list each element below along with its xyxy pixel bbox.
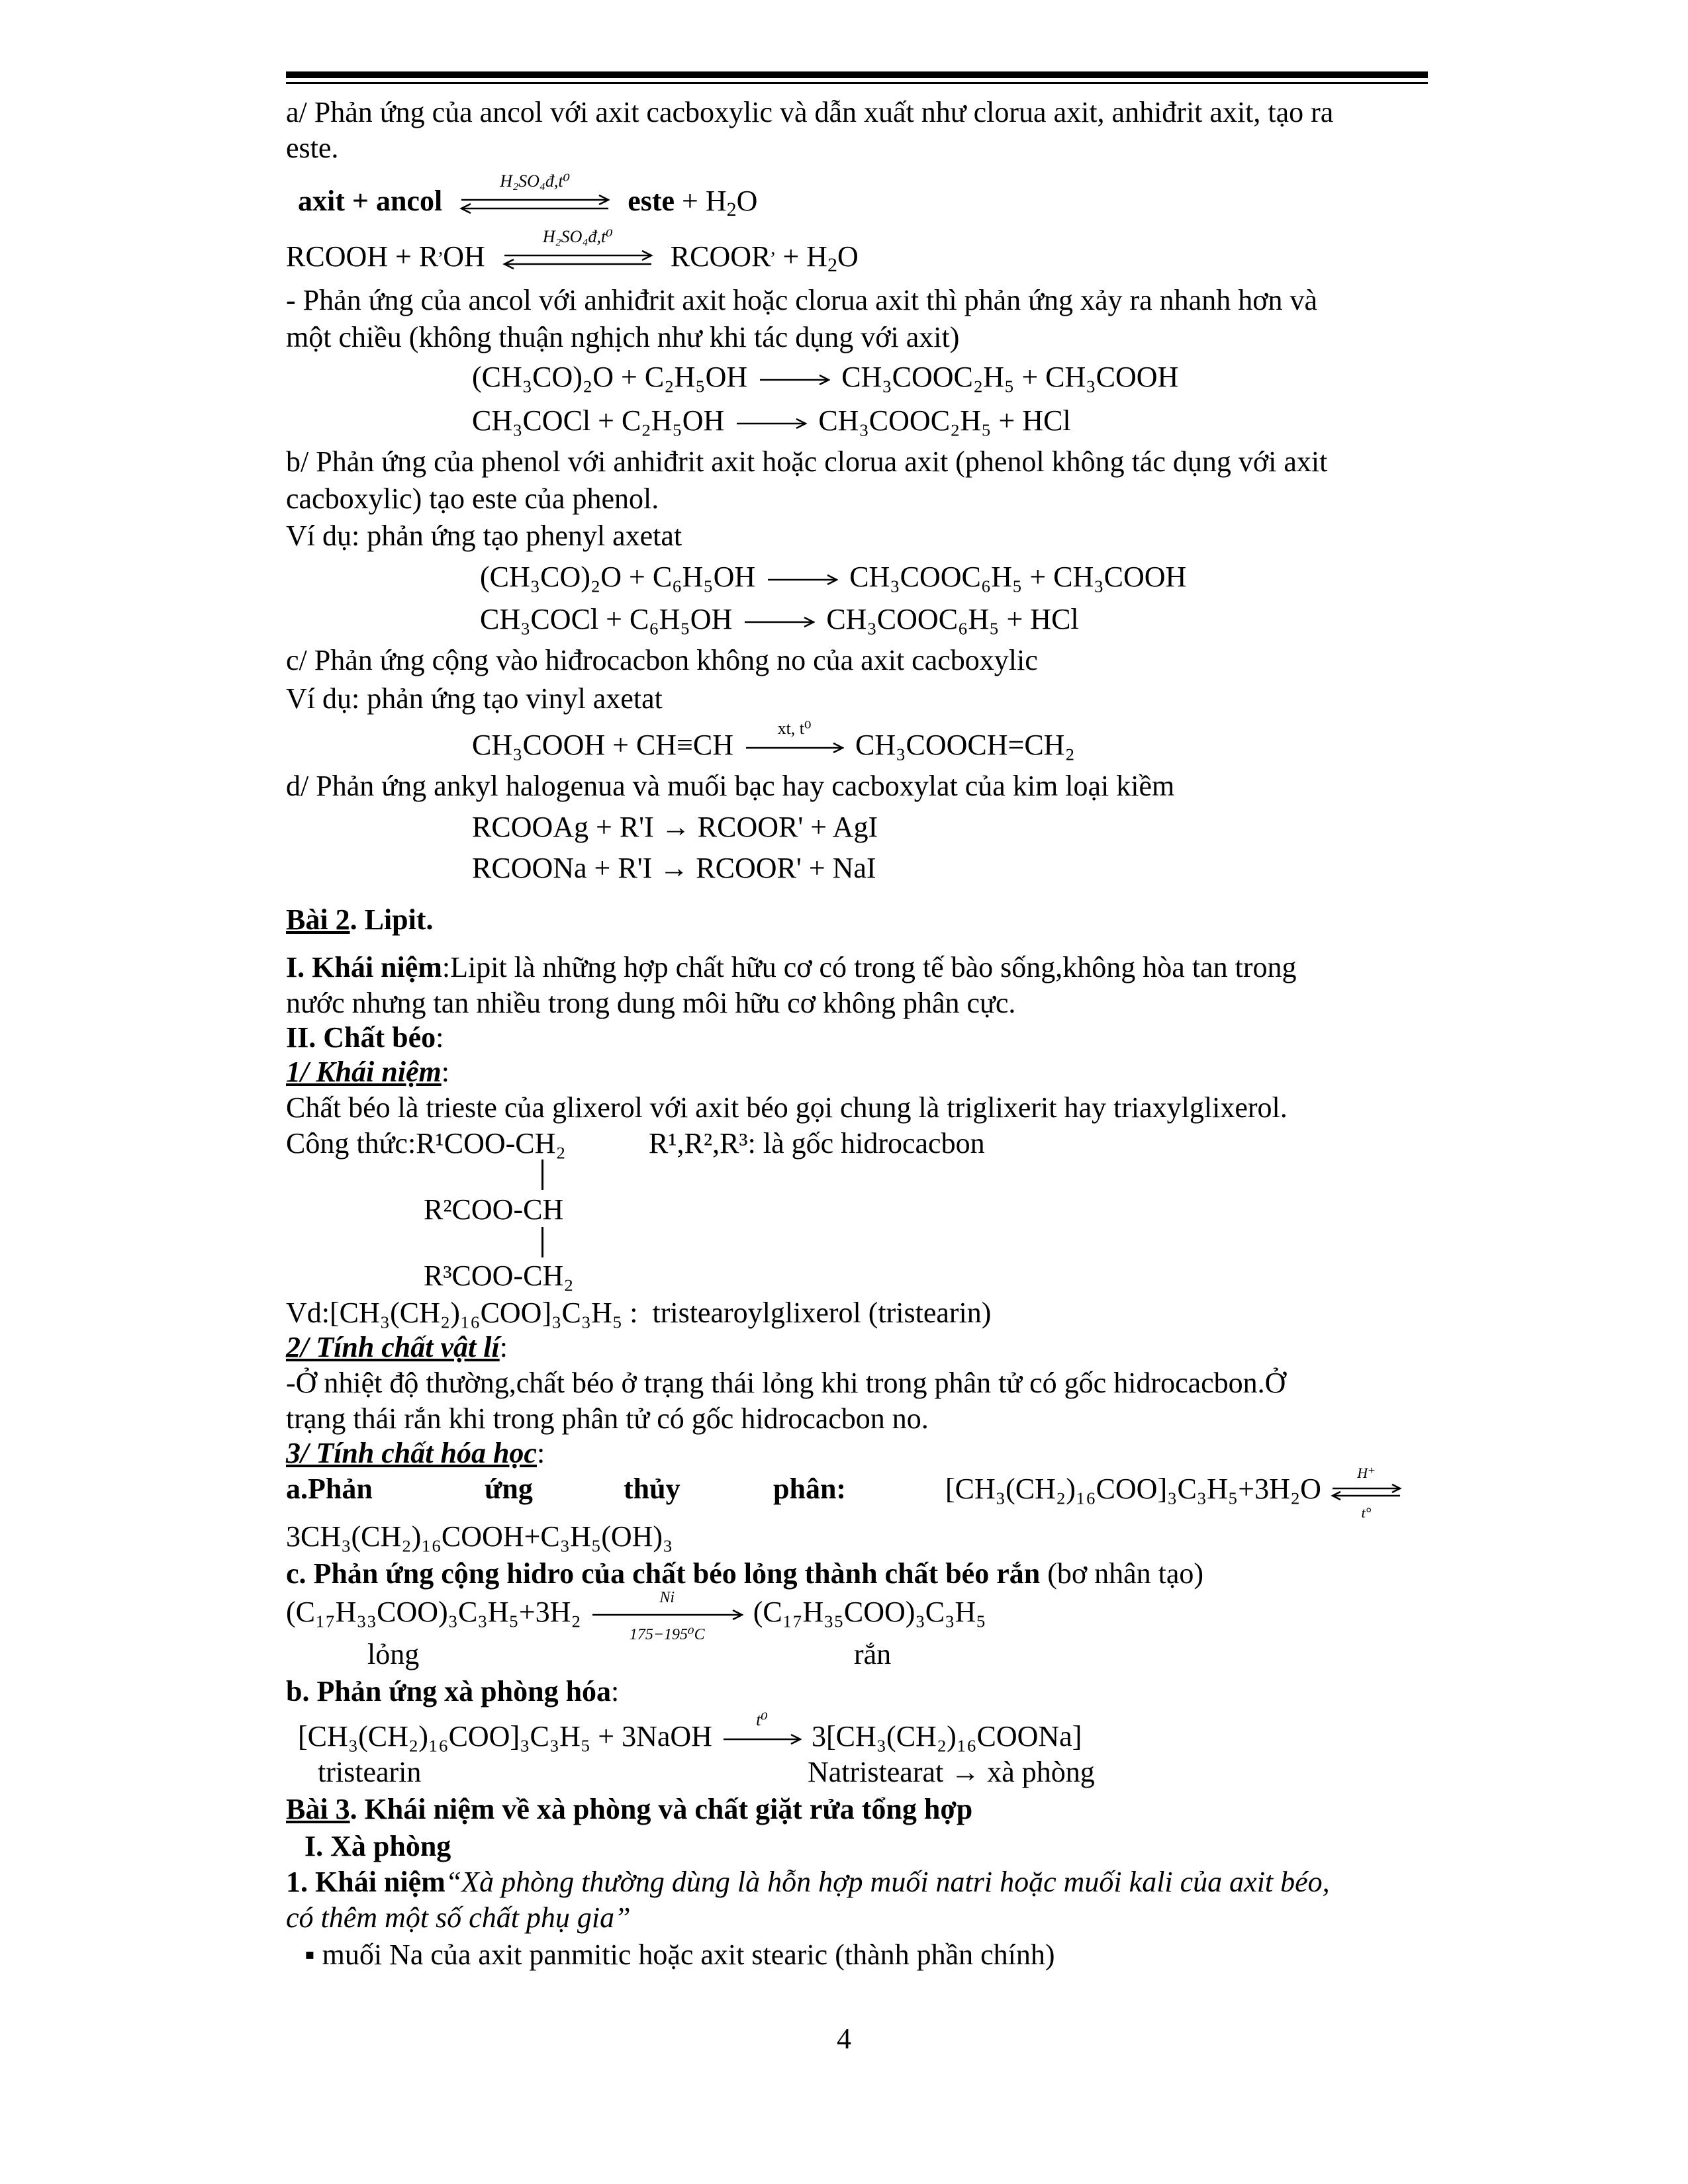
page-number: 4 <box>837 2023 851 2055</box>
formula-note: R¹,R²,R³: là gốc hidrocacbon <box>649 1127 985 1160</box>
eq-product: 3[CH₃(CH₂)₁₆COONa] <box>811 1720 1082 1752</box>
reversible-arrow <box>502 226 654 269</box>
compound-name: tristearin <box>318 1756 422 1788</box>
eq-product: CH₃COOC₆H₅ + HCl <box>826 603 1079 635</box>
eq-product: + H <box>682 185 727 217</box>
reaction-condition: Ni <box>659 1588 675 1606</box>
text-line: - Phản ứng của ancol với anhiđrit axit hoặc clorua axit thì phản ứng xảy ra nhanh hơn và <box>286 284 1318 316</box>
bullet-item: ▪ muối Na của axit panmitic hoặc axit stearic (thành phần chính) <box>305 1938 1055 1971</box>
eq-reactants: CH₃COOH + CH≡CH <box>472 729 734 761</box>
equation-chloride-ethanol <box>472 406 1071 435</box>
text-line: trạng thái rắn khi trong phân tử có gốc hidrocacbon no. <box>286 1402 929 1435</box>
text-line: một chiều (không thuận nghịch như khi tác dụng với axit) <box>286 321 960 353</box>
hydrolysis-equation <box>945 1464 1403 1521</box>
equation-silver-salt: RCOOAg + R'I → RCOOR' + AgI <box>472 811 878 843</box>
eq-reactants: [CH₃(CH₂)₁₆COO]₃C₃H₅+3H₂O <box>945 1473 1321 1505</box>
section-name: . Lipit. <box>350 903 434 936</box>
reaction-condition: xt, t⁰ <box>777 718 812 738</box>
example-line <box>286 1298 991 1328</box>
forward-arrow <box>735 417 807 430</box>
saponification-equation <box>298 1709 1082 1752</box>
text-line: c/ Phản ứng cộng vào hiđrocacbon không no của axit cacboxylic <box>286 644 1038 676</box>
section-title-lipit <box>286 905 434 934</box>
subsection-name: II. Chất béo <box>286 1021 436 1054</box>
concept-text: “Xà phòng thường dùng là hỗn hợp muối natri hoặc muối kali của axit béo, <box>445 1866 1330 1898</box>
header-rule <box>286 71 1428 78</box>
equation-anhydride-phenol <box>480 563 1186 592</box>
forward-arrow <box>722 1709 802 1746</box>
subsection-title: I. Xà phòng <box>305 1830 451 1862</box>
subsection-heading: 2/ Tính chất vật lí: <box>286 1331 508 1363</box>
eq-product: RCOOR <box>670 240 771 273</box>
subsection-title <box>286 1023 444 1052</box>
text-line: Chất béo là trieste của glixerol với axit béo gọi chung là triglixerit hay triaxylglixerol. <box>286 1091 1288 1124</box>
section-title-soap <box>286 1795 972 1824</box>
section-number: Bài 2 <box>286 903 350 936</box>
equation-ester-rcooh: RCOOH + R,OH H₂SO₄đ,t⁰ RCOOR, + $H_2O$ <box>286 226 859 276</box>
equation-vinyl-acetate <box>472 718 1075 761</box>
text-line: Ví dụ: phản ứng tạo vinyl axetat <box>286 682 663 715</box>
eq-product: CH₃COOC₂H₅ + HCl <box>818 404 1071 437</box>
forward-arrow <box>767 573 838 586</box>
section-name: . Khái niệm về xà phòng và chất giặt rửa tổng hợp <box>350 1793 973 1825</box>
text-line: d/ Phản ứng ankyl halogenua và muối bạc hay cacboxylat của kim loại kiềm <box>286 770 1175 802</box>
eq-product: este <box>628 185 675 217</box>
hydrolysis-product: 3CH₃(CH₂)₁₆COOH+C₃H₅(OH)₃ <box>286 1520 673 1553</box>
forward-arrow <box>591 1588 743 1643</box>
reaction-note: (bơ nhân tạo) <box>1040 1557 1204 1590</box>
text-line: -Ở nhiệt độ thường,chất béo ở trạng thái lỏng khi trong phân tử có gốc hidrocacbon.Ở <box>286 1367 1286 1399</box>
eq-reactants: [CH₃(CH₂)₁₆COO]₃C₃H₅ + 3NaOH <box>298 1720 712 1752</box>
heading-text: 3/ Tính chất hóa học <box>286 1437 537 1469</box>
text-line: có thêm một số chất phụ gia” <box>286 1901 631 1934</box>
eq-reactants: CH₃COCl + C₂H₅OH <box>472 404 725 437</box>
eq-product: O <box>736 185 758 217</box>
formula-group: R¹COO-CH₂ <box>416 1127 566 1160</box>
bond-line <box>541 1227 543 1257</box>
eq-product: CH₃COOC₂H₅ + CH₃COOH <box>841 361 1179 393</box>
hydrogenation-equation <box>286 1588 986 1643</box>
heading-text: 2/ Tính chất vật lí <box>286 1331 500 1363</box>
text-line <box>286 1868 1330 1897</box>
eq-reactants: RCOOH + R <box>286 240 439 273</box>
word: phân: <box>773 1473 847 1505</box>
eq-reactants: CH₃COCl + C₆H₅OH <box>480 603 733 635</box>
text-line: b/ Phản ứng của phenol với anhiđrit axit hoặc clorua axit (phenol không tác dụng với axit <box>286 445 1328 478</box>
bond-line <box>541 1160 543 1190</box>
word: thủy <box>624 1473 680 1505</box>
text-line: Ví dụ: phản ứng tạo phenyl axetat <box>286 520 682 552</box>
text-line <box>286 953 1296 982</box>
text-line: cacboxylic) tạo este của phenol. <box>286 482 659 515</box>
eq-product: (C₁₇H₃₅COO)₃C₃H₅ <box>753 1596 986 1628</box>
heading-text: 1/ Khái niệm <box>286 1056 442 1088</box>
formula-group: R²COO-CH <box>424 1193 564 1226</box>
equation-anhydride-ethanol <box>472 363 1178 392</box>
eq-reactants: axit + ancol <box>298 185 443 217</box>
concept-text: :Lipit là những hợp chất hữu cơ có trong tế bào sống,không hòa tan trong <box>442 951 1297 983</box>
word: a.Phản <box>286 1473 373 1505</box>
reaction-title: c. Phản ứng cộng hidro của chất béo lỏng thành chất béo rắn <box>286 1557 1041 1590</box>
eq-reactants: (CH₃CO)₂O + C₂H₅OH <box>472 361 748 393</box>
word: ứng <box>485 1473 533 1505</box>
reaction-condition: H₂SO₄đ,t⁰ <box>542 226 613 246</box>
eq-reactants: (CH₃CO)₂O + C₆H₅OH <box>480 561 756 593</box>
reaction-title: b. Phản ứng xà phòng hóa <box>286 1675 612 1707</box>
subsection-colon: : <box>436 1021 444 1054</box>
eq-product: CH₃COOCH=CH₂ <box>855 729 1075 761</box>
state-label: lỏng <box>367 1638 420 1670</box>
eq-reactants: (C₁₇H₃₃COO)₃C₃H₅+3H₂ <box>286 1596 581 1628</box>
text-line <box>286 1559 1203 1588</box>
forward-arrow <box>759 373 830 387</box>
reversible-arrow <box>459 171 611 214</box>
reversible-arrow <box>1330 1464 1403 1521</box>
formula-group: R³COO-CH₂ <box>424 1259 574 1292</box>
subsection-title: b. Phản ứng xà phòng hóa: <box>286 1675 620 1707</box>
concept-label: I. Khái niệm <box>286 951 442 983</box>
example-name: tristearoylglixerol (tristearin) <box>652 1297 992 1329</box>
eq-product: CH₃COOC₆H₅ + CH₃COOH <box>849 561 1187 593</box>
eq-product: O <box>837 240 859 273</box>
formula-row <box>286 1129 566 1158</box>
reaction-condition: t⁰ <box>756 1709 768 1729</box>
reaction-condition: 175−195⁰C <box>629 1625 705 1643</box>
example-formula: Vd:[CH₃(CH₂)₁₆COO]₃C₃H₅ : <box>286 1297 638 1329</box>
forward-arrow <box>743 615 815 629</box>
section-number: Bài 3 <box>286 1793 350 1825</box>
compound-name: Natristearat → xà phòng <box>808 1756 1095 1788</box>
equation-ester-general: axit + ancol H₂SO₄đ,t⁰ este + $H_2O$ <box>298 171 758 220</box>
concept-label: 1. Khái niệm <box>286 1866 445 1898</box>
eq-product: + H <box>782 240 827 273</box>
subsection-heading: 3/ Tính chất hóa học: <box>286 1437 545 1469</box>
eq-reactants: OH <box>443 240 485 273</box>
formula-label: Công thức: <box>286 1127 416 1160</box>
state-label: rắn <box>854 1638 892 1670</box>
reaction-condition: H⁺ <box>1357 1464 1376 1481</box>
text-line: a/ Phản ứng của ancol với axit cacboxylic và dẫn xuất như clorua axit, anhiđrit axit, tạo ra <box>286 96 1334 128</box>
equation-sodium-salt: RCOONa + R'I → RCOOR' + NaI <box>472 852 876 884</box>
subsection-heading: 1/ Khái niệm: <box>286 1056 449 1088</box>
reaction-condition: H₂SO₄đ,t⁰ <box>500 171 571 191</box>
equation-chloride-phenol <box>480 605 1079 634</box>
text-line: nước nhưng tan nhiều trong dung môi hữu cơ không phân cực. <box>286 987 1016 1019</box>
text-line: este. <box>286 132 339 164</box>
header-rule-thin <box>286 82 1428 84</box>
forward-arrow <box>745 718 844 754</box>
reaction-condition: t° <box>1361 1504 1372 1521</box>
